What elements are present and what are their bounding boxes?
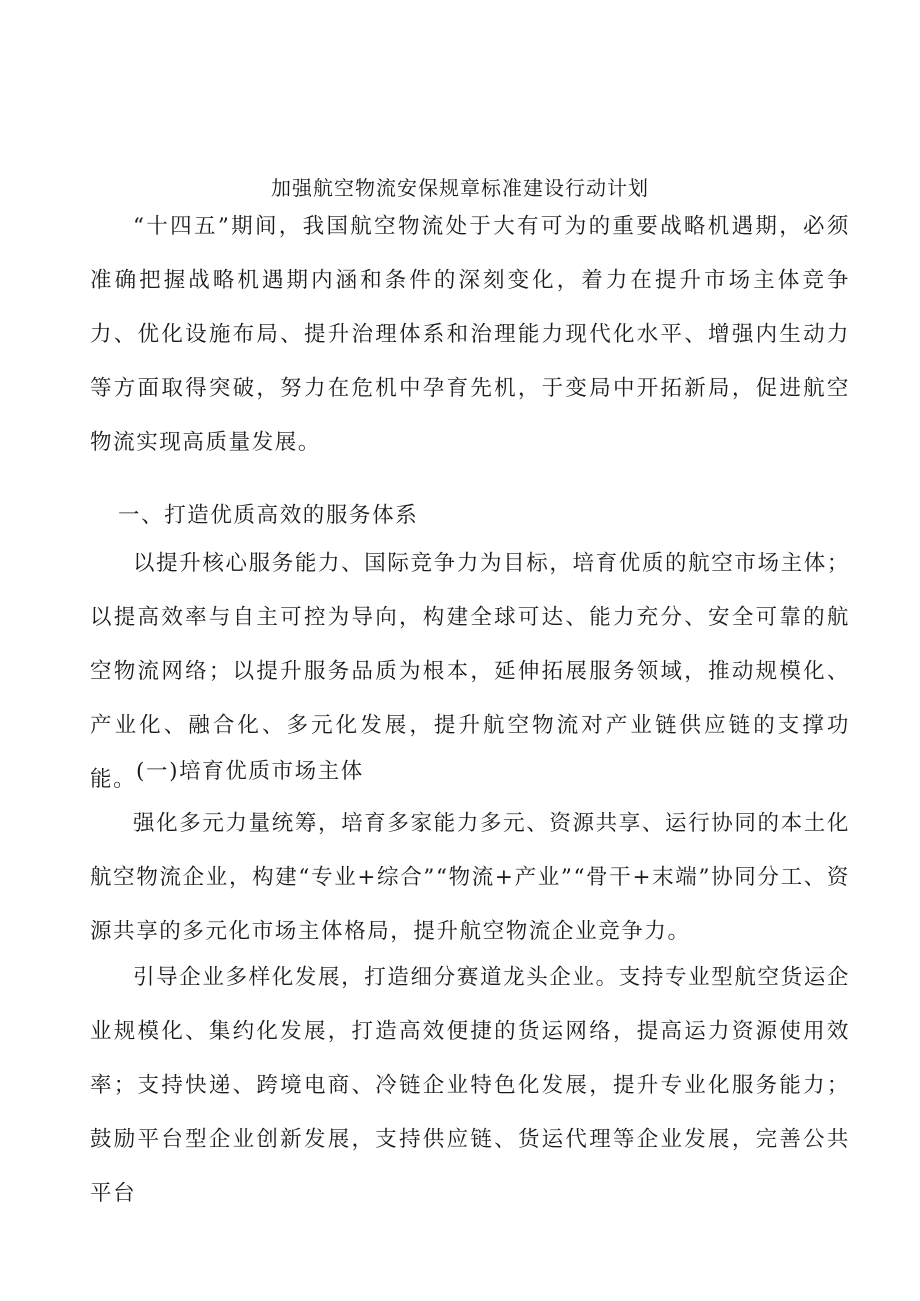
section-body-paragraph: 以提升核心服务能力、国际竞争力为目标，培育优质的航空市场主体；以提高效率与自主可控为导向，构建全球可达、能力充分、安全可靠的航空物流网络；以提升服务品质为根本，延伸拓展服务领域，推动规模化、产业化、融合化、多元化发展，提升航空物流对产业链供应链的支撑功能。 bbox=[90, 551, 850, 792]
subsection-paragraph-2: 引导企业多样化发展，打造细分赛道龙头企业。支持专业型航空货运企业规模化、集约化发展，打造高效便捷的货运网络，提高运力资源使用效率；支持快递、跨境电商、冷链企业特色化发展，提升专业化服务能力；鼓励平台型企业创新发展，支持供应链、货运代理等企业发展，完善公共平台 bbox=[90, 965, 850, 1206]
intro-paragraph: “十四五”期间，我国航空物流处于大有可为的重要战略机遇期，必须准确把握战略机遇期内涵和条件的深刻变化，着力在提升市场主体竞争力、优化设施布局、提升治理体系和治理能力现代化水平、增强内生动力等方面取得突破，努力在危机中孕育先机，于变局中开拓新局，促进航空物流实现高质量发展。 bbox=[90, 214, 850, 455]
subsection-heading: (一)培育优质市场主体 bbox=[136, 759, 364, 784]
section-heading: 一、打造优质高效的服务体系 bbox=[118, 503, 419, 528]
document-title: 加强航空物流安保规章标准建设行动计划 bbox=[271, 176, 649, 200]
subsection-paragraph-1: 强化多元力量统筹，培育多家能力多元、资源共享、运行协同的本土化航空物流企业，构建“专业+综合”“物流+产业”“骨干+末端”协同分工、资源共享的多元化市场主体格局，提升航空物流企业竞争力。 bbox=[90, 811, 850, 944]
